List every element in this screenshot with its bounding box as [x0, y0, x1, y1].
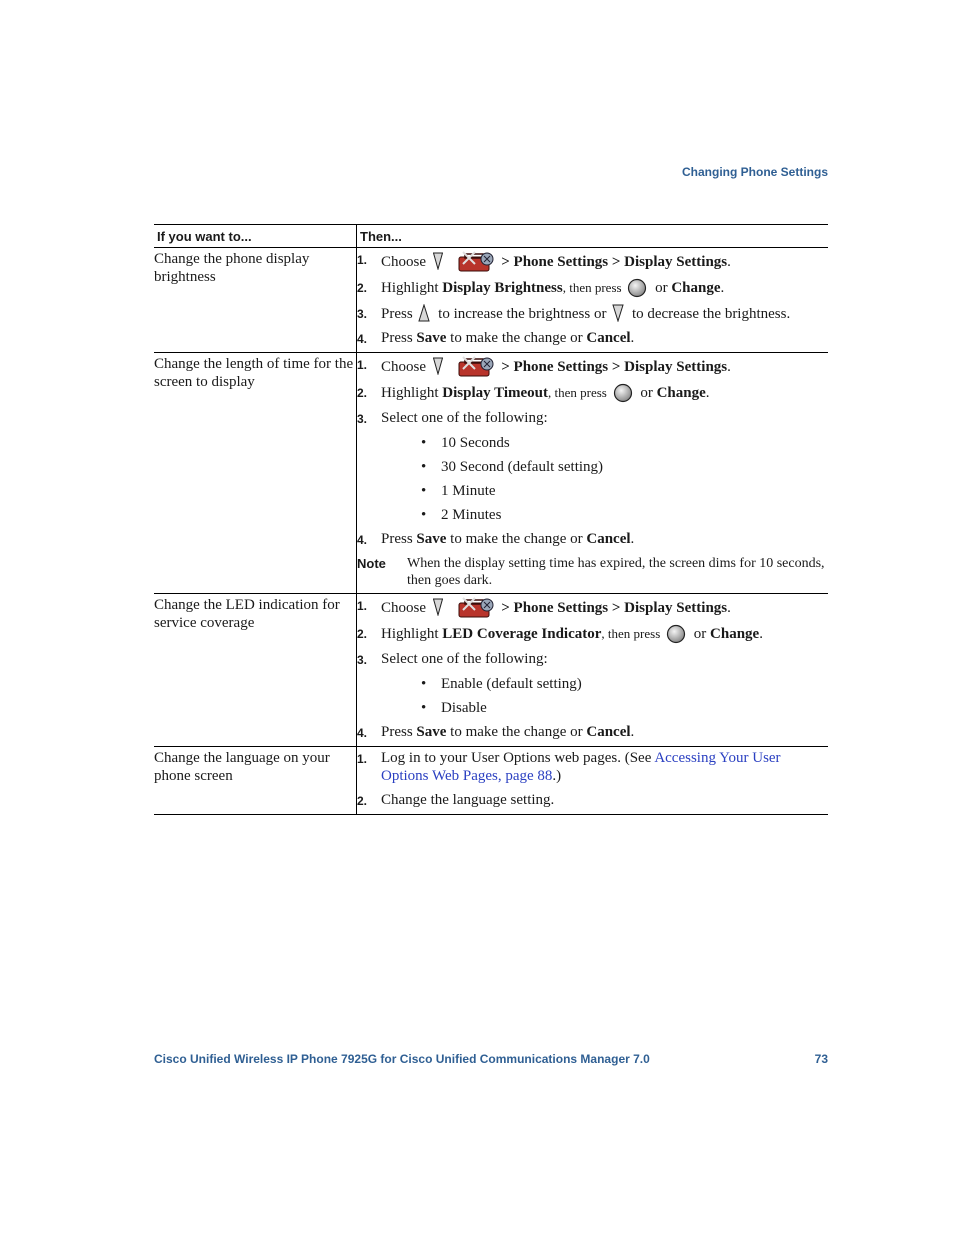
- list-item: • Enable (default setting): [357, 675, 828, 693]
- step-text: Highlight Display Brightness, then press or Change.: [381, 280, 725, 296]
- steps-cell: [357, 248, 829, 353]
- list-item: • 1 Minute: [357, 482, 828, 500]
- step-text: Choose > Phone Settings > Display Settings.: [381, 250, 828, 272]
- nav-button-down-icon: [433, 252, 443, 270]
- note: [357, 555, 828, 589]
- step-text: Select one of the following:: [381, 410, 548, 426]
- step-text: Highlight LED Coverage Indicator, then press or Change.: [381, 626, 763, 642]
- step: [357, 791, 828, 810]
- option-list: [357, 675, 828, 717]
- table-row: [154, 594, 828, 747]
- list-item: • 30 Second (default setting): [357, 458, 828, 476]
- task-cell: Change the phone display brightness: [154, 248, 357, 353]
- nav-button-up-icon: [418, 304, 430, 322]
- task-cell: Change the LED indication for service coverage: [154, 594, 357, 747]
- settings-toolbox-icon: [457, 355, 495, 377]
- nav-button-down-icon: [433, 357, 443, 375]
- footer-doc-title: Cisco Unified Wireless IP Phone 7925G for Cisco Unified Communications Manager 7.0: [154, 1052, 650, 1066]
- step-number: 1.: [357, 253, 368, 267]
- steps-cell: [357, 747, 829, 815]
- step-text: Press Save to make the change or Cancel.: [381, 531, 635, 547]
- steps-cell: [357, 353, 829, 594]
- step: [357, 650, 828, 669]
- step-number: 3.: [357, 412, 368, 426]
- step-number: 3.: [357, 307, 368, 321]
- step-number: 1.: [357, 599, 368, 613]
- option-list: [357, 434, 828, 524]
- col-header-task: If you want to...: [154, 225, 357, 248]
- col-header-steps: Then...: [357, 225, 829, 248]
- step-text: Select one of the following:: [381, 651, 548, 667]
- step-number: 1.: [357, 358, 368, 372]
- step-number: 3.: [357, 653, 368, 667]
- step-text: Choose > Phone Settings > Display Settings.: [381, 596, 828, 618]
- step-text: Press to increase the brightness or to decrease the brightness.: [381, 306, 791, 322]
- table-row: [154, 248, 828, 353]
- nav-button-down-icon: [612, 304, 624, 322]
- page-number: 73: [814, 1052, 828, 1066]
- select-button-icon: [613, 383, 633, 403]
- running-header: Changing Phone Settings: [682, 165, 828, 179]
- step-text: Choose > Phone Settings > Display Settings.: [381, 355, 828, 377]
- list-item: • Disable: [357, 699, 828, 717]
- step: [357, 723, 828, 742]
- settings-toolbox-icon: [457, 596, 495, 618]
- step: [357, 304, 828, 323]
- task-cell: Change the length of time for the screen to display: [154, 353, 357, 594]
- step: [357, 329, 828, 348]
- settings-table: [154, 224, 828, 815]
- table-header-row: [154, 225, 828, 248]
- step-text: Log in to your User Options web pages. (See Accessing Your User Options Web Pages, page 88.): [381, 750, 781, 784]
- step: [357, 278, 828, 298]
- step-text: Press Save to make the change or Cancel.: [381, 724, 635, 740]
- step-number: 2.: [357, 794, 368, 808]
- user-options-link[interactable]: Accessing Your User Options Web Pages, page 88: [381, 750, 781, 784]
- step-number: 2.: [357, 627, 368, 641]
- step: [357, 355, 828, 377]
- step-number: 4.: [357, 533, 368, 547]
- step-number: 2.: [357, 386, 368, 400]
- steps-cell: [357, 594, 829, 747]
- list-item: • 10 Seconds: [357, 434, 828, 452]
- table-row: [154, 353, 828, 594]
- note-label: Note: [357, 556, 386, 571]
- step-number: 1.: [357, 752, 368, 766]
- step: [357, 624, 828, 644]
- note-text: When the display setting time has expired, the screen dims for 10 seconds, then goes dark.: [407, 556, 825, 588]
- select-button-icon: [666, 624, 686, 644]
- step: [357, 749, 828, 785]
- nav-button-down-icon: [433, 598, 443, 616]
- step-text: Highlight Display Timeout, then press or Change.: [381, 385, 710, 401]
- step-number: 2.: [357, 281, 368, 295]
- step: [357, 409, 828, 428]
- settings-toolbox-icon: [457, 250, 495, 272]
- select-button-icon: [627, 278, 647, 298]
- step: [357, 250, 828, 272]
- table-row: [154, 747, 828, 815]
- task-cell: Change the language on your phone screen: [154, 747, 357, 815]
- step: [357, 530, 828, 549]
- step-text: Press Save to make the change or Cancel.: [381, 330, 635, 346]
- step: [357, 596, 828, 618]
- list-item: • 2 Minutes: [357, 506, 828, 524]
- step-number: 4.: [357, 726, 368, 740]
- step-number: 4.: [357, 332, 368, 346]
- step-text: Change the language setting.: [381, 792, 555, 808]
- step: [357, 383, 828, 403]
